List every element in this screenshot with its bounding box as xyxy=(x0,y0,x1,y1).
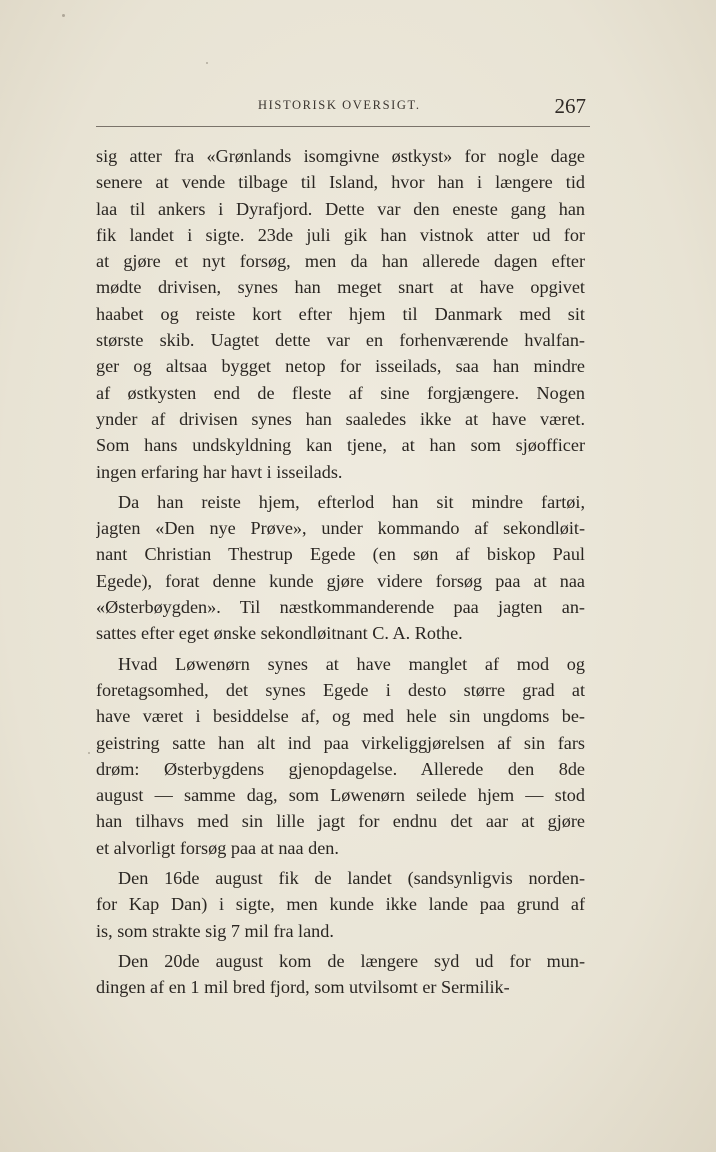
text-line: Som hans undskyldning kan tjene, at han som sjøofficer xyxy=(96,435,585,456)
text-line: «Østerbøygden». Til næstkommanderende paa jagten an- xyxy=(96,597,585,618)
text-line: for Kap Dan) i sigte, men kunde ikke lande paa grund af xyxy=(96,894,585,915)
text-line: Den 20de august kom de længere syd ud for mun- xyxy=(118,950,585,971)
paragraph xyxy=(96,143,585,485)
text-line: is, som strakte sig 7 mil fra land. xyxy=(96,920,334,941)
running-title: HISTORISK OVERSIGT. xyxy=(258,98,421,112)
text-line: han tilhavs med sin lille jagt for endnu det aar at gjøre xyxy=(96,811,585,832)
body-text xyxy=(96,143,585,1001)
text-line: senere at vende tilbage til Island, hvor han i længere tid xyxy=(96,172,585,193)
text-line: fik landet i sigte. 23de juli gik han vistnok atter ud for xyxy=(96,224,585,245)
text-line: et alvorligt forsøg paa at naa den. xyxy=(96,837,339,858)
paper-speck xyxy=(206,62,208,64)
text-line: af østkysten end de fleste af sine forgjængere. Nogen xyxy=(96,382,585,403)
paragraph xyxy=(96,948,585,1001)
paper-speck xyxy=(88,752,90,754)
page-number: 267 xyxy=(554,94,586,118)
text-line: foretagsomhed, det synes Egede i desto større grad at xyxy=(96,679,585,700)
text-line: drøm: Østerbygdens gjenopdagelse. Allerede den 8de xyxy=(96,758,585,779)
text-line: dingen af en 1 mil bred fjord, som utvilsomt er Sermilik- xyxy=(96,977,510,998)
paragraph xyxy=(96,651,585,861)
text-line: haabet og reiste kort efter hjem til Danmark med sit xyxy=(96,303,585,324)
running-head xyxy=(96,96,586,118)
paragraph xyxy=(96,865,585,944)
text-line: jagten «Den nye Prøve», under kommando af sekondløit- xyxy=(96,518,585,539)
text-line: Hvad Løwenørn synes at have manglet af mod og xyxy=(118,653,585,674)
text-line: ynder af drivisen synes han saaledes ikke at have været. xyxy=(96,408,585,429)
text-line: at gjøre et nyt forsøg, men da han allerede dagen efter xyxy=(96,251,585,272)
text-line: geistring satte han alt ind paa virkeliggjørelsen af sin fars xyxy=(96,732,585,753)
text-line: største skib. Uagtet dette var en forhenværende hvalfan- xyxy=(96,330,585,351)
header-rule xyxy=(96,126,590,127)
paper-speck xyxy=(62,14,65,17)
text-line: have været i besiddelse af, og med hele sin ungdoms be- xyxy=(96,706,585,727)
text-line: august — samme dag, som Løwenørn seilede hjem — stod xyxy=(96,785,585,806)
paragraph xyxy=(96,489,585,647)
text-line: sig atter fra «Grønlands isomgivne østkyst» for nogle dage xyxy=(96,146,585,166)
text-line: Den 16de august fik de landet (sandsynligvis norden- xyxy=(118,868,585,889)
text-line: Da han reiste hjem, efterlod han sit mindre fartøi, xyxy=(118,491,585,512)
text-line: ingen erfaring har havt i isseilads. xyxy=(96,461,343,482)
text-line: mødte drivisen, synes han meget snart at have opgivet xyxy=(96,277,585,298)
text-line: laa til ankers i Dyrafjord. Dette var den eneste gang han xyxy=(96,198,585,219)
text-line: ger og altsaa bygget netop for isseilads, saa han mindre xyxy=(96,356,585,377)
text-line: Egede), forat denne kunde gjøre videre forsøg paa at naa xyxy=(96,570,585,591)
text-line: sattes efter eget ønske sekondløitnant C. A. Rothe. xyxy=(96,623,463,644)
text-line: nant Christian Thestrup Egede (en søn af biskop Paul xyxy=(96,544,585,565)
